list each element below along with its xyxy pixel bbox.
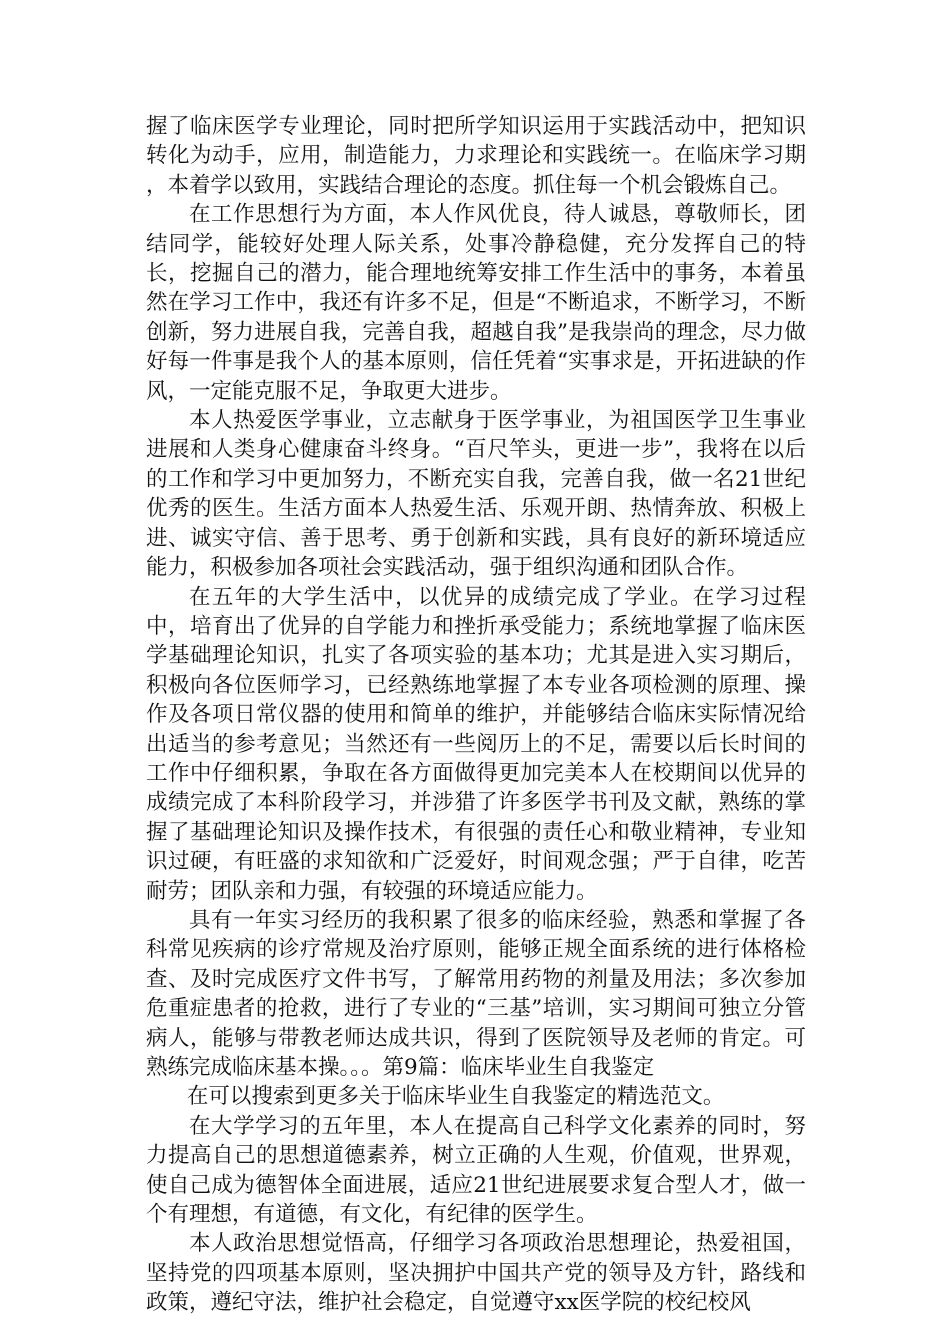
paragraph-3: 本人热爱医学事业，立志献身于医学事业，为祖国医学卫生事业进展和人类身心健康奋斗终身。“百尺竿头，更进一步”，我将在以后的工作和学习中更加努力，不断充实自我，完善自我，做一名21世纪优秀的医生。生活方面本人热爱生活、乐观开朗、热情奔放、积极上进、诚实守信、善于思考、勇于创新和实践，具有良好的新环境适应能力，积极参加各项社会实践活动，强于组织沟通和团队合作。 — [146, 408, 806, 581]
paragraph-7: 在大学学习的五年里，本人在提高自己科学文化素养的同时，努力提高自己的思想道德素养，树立正确的人生观，价值观，世界观，使自己成为德智体全面进展，适应21世纪进展要求复合型人才，做一个有理想，有道德，有文化，有纪律的医学生。 — [146, 1113, 806, 1228]
paragraph-1: 握了临床医学专业理论，同时把所学知识运用于实践活动中，把知识转化为动手，应用，制造能力，力求理论和实践统一。在临床学习期 ，本着学以致用，实践结合理论的态度。抓住每一个机会锻炼自己。 — [146, 114, 806, 198]
document-body — [146, 112, 806, 1318]
paragraph-5: 具有一年实习经历的我积累了很多的临床经验，熟悉和掌握了各科常见疾病的诊疗常规及治疗原则，能够正规全面系统的进行体格检查、及时完成医疗文件书写，了解常用药物的剂量及用法；多次参加危重症患者的抢救，进行了专业的“三基”培训，实习期间可独立分管病人，能够与带教老师达成共识，得到了医院领导及老师的肯定。可熟练完成临床基本操。。。第9篇：临床毕业生自我鉴定 — [146, 907, 806, 1080]
paragraph-6: 在可以搜索到更多关于临床毕业生自我鉴定的精选范文。 — [186, 1084, 725, 1110]
paragraph-8: 本人政治思想觉悟高，仔细学习各项政治思想理论，热爱祖国，坚持党的四项基本原则，坚决拥护中国共产党的领导及方针，路线和政策，遵纪守法，维护社会稳定，自觉遵守xx医学院的校纪校风 — [146, 1231, 806, 1316]
paragraph-2: 在工作思想行为方面，本人作风优良，待人诚恳，尊敬师长，团结同学，能较好处理人际关系，处事冷静稳健，充分发挥自己的特长，挖掘自己的潜力，能合理地统筹安排工作生活中的事务，本着虽然在学习工作中，我还有许多不足，但是“不断追求，不断学习，不断创新，努力进展自我，完善自我，超越自我”是我崇尚的理念，尽力做好每一件事是我个人的基本原则，信任凭着“实事求是，开拓进缺的作风，一定能克服不足，争取更大进步。 — [146, 202, 806, 404]
paragraph-4: 在五年的大学生活中，以优异的成绩完成了学业。在学习过程中，培育出了优异的自学能力和挫折承受能力；系统地掌握了临床医学基础理论知识，扎实了各项实验的基本功；尤其是进入实习期后，积极向各位医师学习，已经熟练地掌握了本专业各项检测的原理、操作及各项日常仪器的使用和简单的维护，并能够结合临床实际情况给出适当的参考意见；当然还有一些阅历上的不足，需要以后长时间的工作中仔细积累，争取在各方面做得更加完美本人在校期间以优异的成绩完成了本科阶段学习，并涉猎了许多医学书刊及文献，熟练的掌握了基础理论知识及操作技术，有很强的责任心和敬业精神，专业知识过硬，有旺盛的求知欲和广泛爱好，时间观念强；严于自律，吃苦耐劳；团队亲和力强，有较强的环境适应能力。 — [146, 584, 806, 904]
